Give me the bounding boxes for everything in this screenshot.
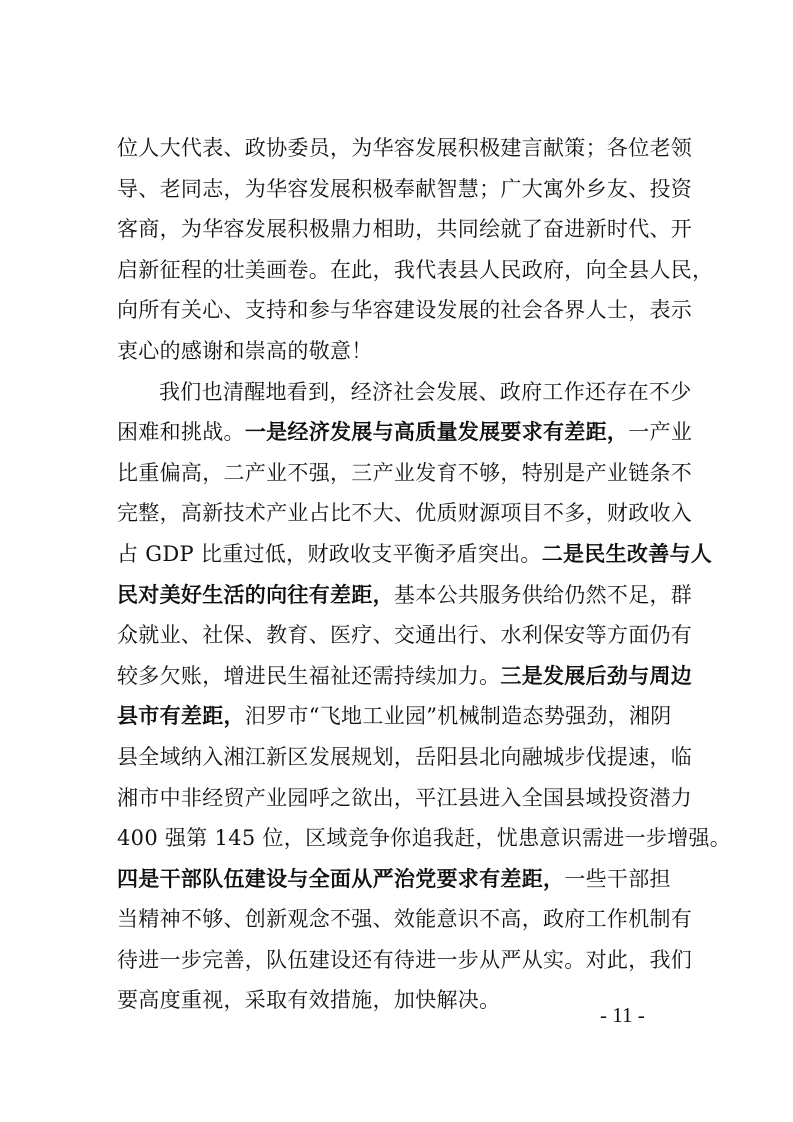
bold-heading-run: 二是民生改善与人 [541, 540, 713, 566]
body-text [117, 128, 732, 1021]
text-line: 待进一步完善，队伍建设还有待进一步从严从实。对此，我们 [117, 947, 693, 972]
page-number: - 11 - [600, 1003, 645, 1027]
text-line: 完整，高新技术产业占比不大、优质财源项目不多，财政收入 [117, 501, 693, 526]
text-line: 要高度重视，采取有效措施，加快解决。 [117, 988, 501, 1013]
text-line: 400 强第 145 位，区域竞争你追我赶，忧患意识需进一步增强。 [117, 826, 732, 851]
text-line: 衷心的感谢和崇高的敬意！ [117, 338, 373, 363]
text-line [117, 656, 693, 697]
text-line [117, 575, 693, 616]
text-run: 汨罗市“飞地工业园”机械制造态势强劲，湘阴 [244, 704, 672, 729]
text-line [117, 696, 685, 737]
text-run: 一产业 [628, 420, 693, 445]
text-line: 比重偏高，二产业不强，三产业发育不够，特别是产业链条不 [117, 460, 693, 485]
text-run: 一些干部担 [564, 866, 671, 891]
bold-heading-run: 一是经济发展与高质量发展要求有差距， [244, 419, 629, 445]
text-line [117, 534, 713, 575]
text-run: 基本公共服务供给仍然不足，群 [393, 582, 693, 607]
bold-heading-run: 四是干部队伍建设与全面从严治党要求有差距， [117, 865, 565, 891]
text-line [117, 412, 693, 453]
text-line: 启新征程的壮美画卷。在此，我代表县人民政府，向全县人民， [117, 257, 714, 282]
text-line: 向所有关心、支持和参与华容建设发展的社会各界人士，表示 [117, 298, 693, 323]
text-line: 导、老同志，为华容发展积极奉献智慧；广大寓外乡友、投资 [117, 176, 693, 201]
text-line: 湘市中非经贸产业园呼之欲出，平江县进入全国县域投资潜力 [117, 785, 693, 810]
text-line: 客商，为华容发展积极鼎力相助，共同绘就了奋进新时代、开 [117, 217, 693, 242]
text-run: 占 GDP 比重过低，财政收支平衡矛盾突出。 [117, 541, 542, 566]
bold-heading-run: 民对美好生活的向往有差距， [117, 581, 394, 607]
bold-heading-run: 县市有差距， [117, 703, 245, 729]
text-line [117, 859, 685, 900]
bold-heading-run: 三是发展后劲与周边 [500, 662, 693, 688]
text-run: 较多欠账，增进民生福祉还需持续加力。 [117, 663, 501, 688]
text-line: 当精神不够、创新观念不强、效能意识不高，政府工作机制有 [117, 907, 693, 932]
paragraph-first-line: 我们也清醒地看到，经济社会发展、政府工作还存在不少 [159, 379, 692, 404]
text-run: 困难和挑战。 [117, 420, 245, 445]
text-line: 县全域纳入湘江新区发展规划，岳阳县北向融城步伐提速，临 [117, 744, 693, 769]
text-line: 位人大代表、政协委员，为华容发展积极建言献策；各位老领 [117, 136, 693, 160]
text-line: 众就业、社保、教育、医疗、交通出行、水利保安等方面仍有 [117, 623, 693, 648]
